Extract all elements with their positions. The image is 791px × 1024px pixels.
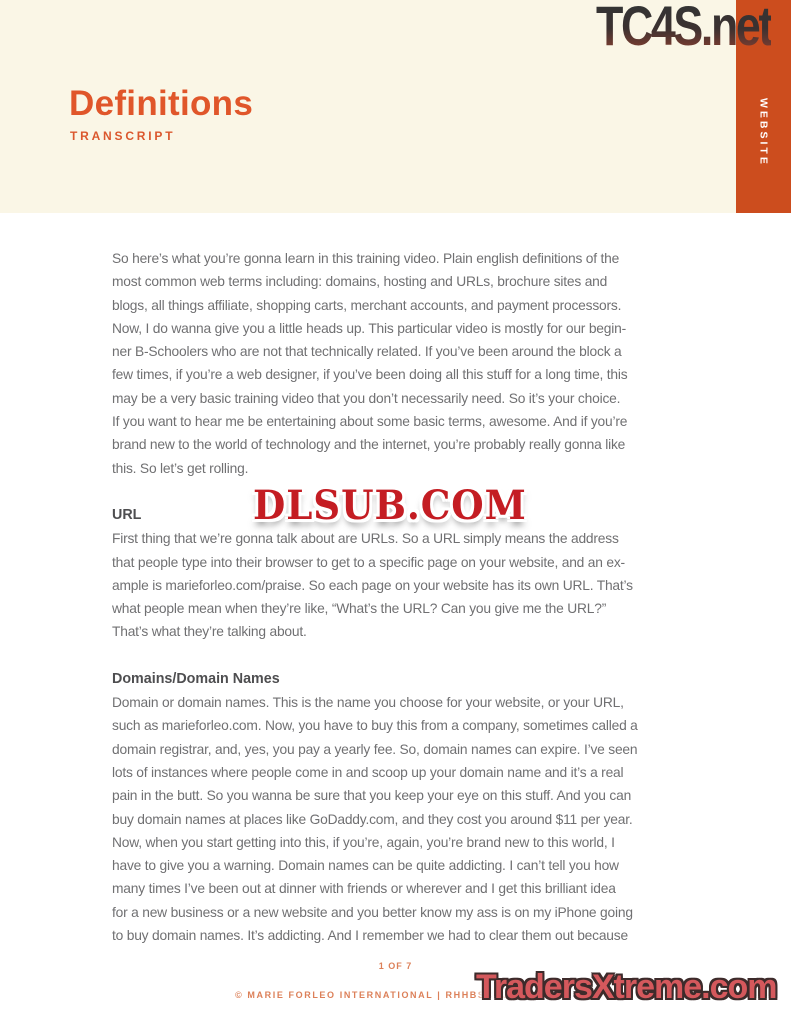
text-line: most common web terms including: domains, hosting and URLs, brochure sites and	[112, 274, 608, 290]
transcript-section	[112, 668, 638, 948]
text-line: If you want to hear me be entertaining about some basic terms, awesome. And if you’re	[112, 414, 628, 430]
text-line: have to give you a warning. Domain names can be quite addicting. I can’t tell you how	[112, 858, 619, 874]
transcript-section	[112, 247, 638, 480]
text-line: such as marieforleo.com. Now, you have to buy this from a company, sometimes called a	[112, 718, 638, 734]
watermark-dlsub: DLSUB.COM	[253, 482, 527, 529]
page-number: 1 OF 7	[378, 961, 413, 971]
text-line: what people mean when they’re like, “What’s the URL? Can you give me the URL?”	[112, 601, 607, 617]
text-line: brand new to the world of technology and the internet, you’re probably really gonna like	[112, 437, 626, 453]
transcript-body	[112, 247, 638, 947]
text-line: for a new business or a new website and you better know my ass is on my iPhone going	[112, 904, 633, 920]
text-line: That’s what they’re talking about.	[112, 624, 307, 640]
text-line: to buy domain names. It’s addicting. And I remember we had to clear them out because	[112, 928, 628, 944]
text-line: First thing that we’re gonna talk about are URLs. So a URL simply means the address	[112, 531, 619, 547]
copyright-line: © MARIE FORLEO INTERNATIONAL | RHHBSCHOOL.COM	[235, 990, 556, 1000]
text-line: So here’s what you’re gonna learn in this training video. Plain english definitions of the	[112, 251, 620, 266]
page-title: Definitions	[69, 84, 254, 123]
text-line: Now, I do wanna give you a little heads up. This particular video is mostly for our begin-	[112, 320, 626, 336]
text-line: few times, if you’re a web designer, if you’ve been doing all this stuff for a long time, this	[112, 367, 628, 383]
text-line: blogs, all things affiliate, shopping carts, merchant accounts, and payment processors.	[112, 297, 622, 313]
text-line: Domain or domain names. This is the name you choose for your website, or your URL,	[112, 695, 624, 711]
text-line: ample is marieforleo.com/praise. So each page on your website has its own URL. That’s	[112, 577, 633, 593]
page-subtitle: TRANSCRIPT	[70, 129, 176, 143]
watermark-tradersxtreme: TradersXtreme.com	[476, 968, 777, 1006]
text-line: pain in the butt. So you wanna be sure that you keep your eye on this stuff. And you can	[112, 788, 632, 804]
section-heading: URL	[112, 506, 142, 523]
watermark-tc4s: TC4S.net	[596, 0, 771, 57]
text-line: buy domain names at places like GoDaddy.com, and they cost you around $11 per year.	[112, 811, 633, 827]
text-line: many times I’ve been out at dinner with friends or wherever and I get this brilliant idea	[112, 881, 616, 897]
text-line: this. So let’s get rolling.	[112, 460, 249, 476]
text-line: Now, when you start getting into this, if you’re, again, you’re brand new to this world, I	[112, 834, 615, 850]
text-line: may be a very basic training video that you don’t necessarily need. So it’s your choice.	[112, 390, 621, 406]
text-line: domain registrar, and, yes, you pay a yearly fee. So, domain names can expire. I’ve seen	[112, 741, 638, 757]
text-line: lots of instances where people come in and scoop up your domain name and it’s a real	[112, 764, 624, 780]
section-heading: Domains/Domain Names	[112, 670, 280, 687]
text-line: ner B-Schoolers who are not that technically related. If you’ve been around the block a	[112, 344, 622, 360]
text-line: that people type into their browser to get to a specific page on your website, and an ex-	[112, 554, 625, 570]
side-tab-label: WEBSITE	[757, 98, 770, 167]
